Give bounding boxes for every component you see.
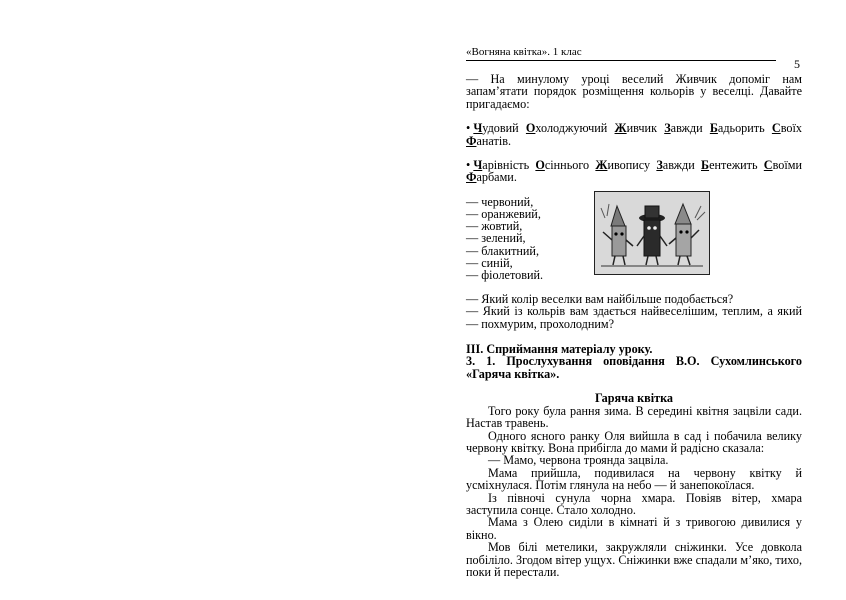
word-rest: воїх [780,121,802,136]
mnemonic-word [710,122,765,134]
page-number: 5 [794,57,800,71]
section-heading: ІІІ. Сприймання матеріалу уроку. [466,342,653,357]
word-rest: арівність [482,158,530,173]
color-item: — червоний, [466,194,534,209]
word-rest: воїми [772,158,802,173]
story-paragraph: Із півночі сунула чорна хмара. Повіяв вітер, хмара заступила сонце. Стало холодно. [466,490,802,517]
initial-letter: З [656,158,663,173]
mnemonic-2 [466,159,802,184]
word-rest: удовий [482,121,519,136]
word-rest: авжди [670,121,703,136]
initial-letter: Ф [466,170,477,185]
color-item: — синій, [466,255,513,270]
word-rest: сіннього [544,158,590,173]
mnemonic-1-line-2 [466,135,802,147]
color-item: — фіолетовий. [466,267,544,282]
initial-letter: Б [701,158,710,173]
intro-paragraph: — На минулому уроці веселий Живчик допоміг нам запам’ятати порядок розміщення кольорів у веселці. Давайте пригадаємо: [466,72,802,111]
mnemonic-word [526,122,607,134]
mnemonic-word [664,122,702,134]
mnemonic-2-line-2 [466,171,802,183]
bullet: • [466,158,471,173]
initial-letter: О [535,158,545,173]
story-paragraph: Того року була рання зима. В середині квітня зацвіли сади. Настав травень. [466,403,802,431]
initial-letter: Б [709,121,718,136]
question-2: — Який із кольрів вам здається найвеселішим, теплим, а який — похмурим, прохолодним? [466,304,802,331]
mnemonic-word [595,159,650,171]
word-rest: авжди [662,158,695,173]
mnemonic-word [535,159,589,171]
mnemonic-1-line [466,122,802,134]
section-subheading: 3. 1. Прослухування оповідання В.О. Сухомлинського «Гаряча квітка». [466,354,802,381]
word-rest: ивопису [607,158,651,173]
story-paragraph: Мама прийшла, подивилася на червону квітку й усміхнулася. Потім глянула на небо — й занепокоїлася. [466,465,802,493]
initial-letter: Ч [473,158,483,173]
story-paragraph: Одного ясного ранку Оля вийшла в сад і побачила велику червону квітку. Вона прибігла до мами й радісно сказала: [466,428,802,455]
word-rest: холоджуючий [535,121,608,136]
word-rest: арбами. [476,170,517,185]
initial-letter: Ч [473,121,483,136]
bullet: • [466,121,471,136]
mnemonic-1 [466,122,802,147]
word-rest: ентежить [709,158,758,173]
mnemonic-word [615,122,657,134]
initial-letter: Ж [614,121,627,136]
mnemonic-word [772,122,802,134]
word-rest: ивчик [626,121,657,136]
story-paragraph: Мама з Олею сиділи в кімнаті й з тривогою дивилися у вікно. [466,515,802,542]
colors-block [466,196,802,282]
initial-letter: С [763,158,773,173]
word-rest: адьорить [717,121,765,136]
color-item: — блакитний, [466,243,540,258]
story-text [466,405,802,579]
initial-letter: О [525,121,536,136]
running-head: «Вогняна квітка». 1 клас [466,46,776,61]
pencil-characters-drawing [595,192,709,274]
questions [466,293,802,330]
color-item: — зелений, [466,231,526,246]
initial-letter: С [771,121,781,136]
book-page [466,46,802,578]
question-1: — Який колір веселки вам найбільше подобається? [466,291,734,306]
mnemonic-word [656,159,694,171]
initial-letter: З [664,121,671,136]
pencil-characters-illustration [594,191,710,275]
story-paragraph: Мов білі метелики, закружляли сніжинки. Усе довкола побіліло. Згодом вітер ущух. Сніжинки вже спадали м’яко, тихо, поки й перестали. [466,540,802,579]
story-paragraph: — Мамо, червона троянда зацвіла. [488,453,669,468]
color-item: — оранжевий, [466,207,541,222]
mnemonic-word [701,159,758,171]
story-title: Гаряча квітка [594,391,674,406]
initial-letter: Ф [466,133,477,148]
word-rest: анатів. [476,133,512,148]
color-item: — жовтий, [466,219,523,234]
initial-letter: Ж [595,158,608,173]
mnemonic-word [764,159,802,171]
